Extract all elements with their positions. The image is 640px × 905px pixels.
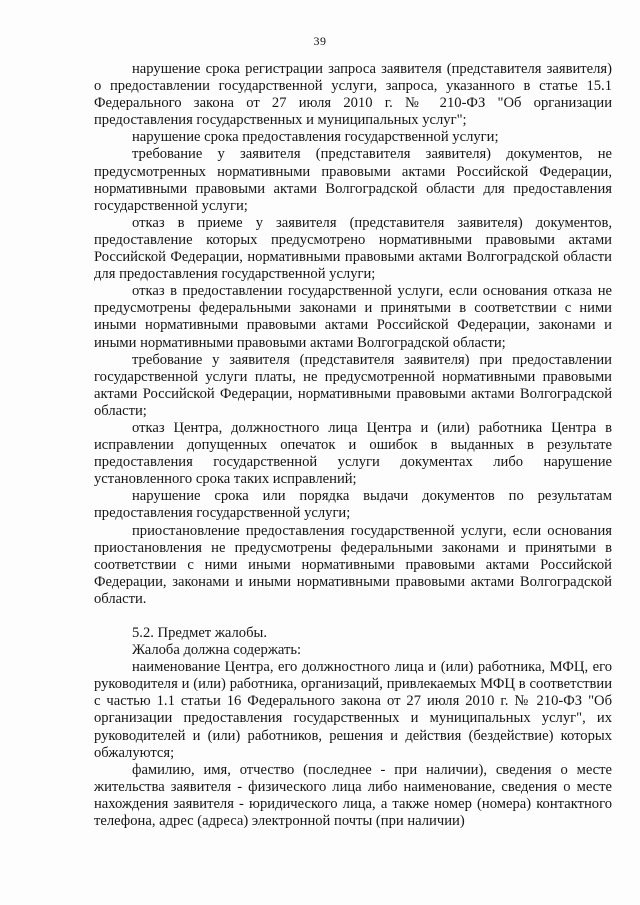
section-heading: 5.2. Предмет жалобы. — [132, 625, 267, 641]
paragraph: отказ Центра, должностного лица Центра и (или) работника Центра в исправлении допущенных опечаток и ошибок в выданных в результате предоставления государственной услуги документах либо нарушение установленного срока таких исправлений; — [94, 419, 612, 488]
paragraph: приостановление предоставления государственной услуги, если основания приостановления не предусмотрены федеральными законами и принятыми в соответствии с ними иными нормативными правовыми актами Российской Федерации, законами и иными нормативными правовыми актами Волгоградской области. — [94, 522, 612, 607]
paragraph: нарушение срока предоставления государственной услуги; — [132, 129, 499, 146]
paragraph: требование у заявителя (представителя заявителя) при предоставлении государственной услуги платы, не предусмотренной нормативными правовыми актами Российской Федерации, нормативными правовыми актами Волгоградской области; — [94, 351, 612, 419]
page-number: 39 — [313, 34, 327, 48]
paragraph: требование у заявителя (представителя заявителя) документов, не предусмотренных нормативными правовыми актами Российской Федерации, нормативными правовыми актами Волгоградской области для предоставления государственной услуги; — [94, 146, 612, 214]
paragraph: фамилию, имя, отчество (последнее - при наличии), сведения о месте жительства заявителя - физического лица либо наименование, сведения о месте нахождения заявителя - юридического лица, а также номер (номера) контактного телефона, адрес (адреса) электронной почты (при наличии) — [94, 761, 612, 830]
paragraph: наименование Центра, его должностного лица и (или) работника, МФЦ, его руководителя и (или) работника, организаций, привлекаемых МФЦ в соответствии с частью 1.1 статьи 16 Федерального закона от 27 июля 2010 г. № 210-ФЗ "Об организации предоставления государственных и муниципальных услуг", их руководителей и (или) работников, решения и действия (бездействие) которых обжалуются; — [94, 659, 612, 761]
paragraph: отказ в предоставлении государственной услуги, если основания отказа не предусмотрены федеральными законами и принятыми в соответствии с ними иными нормативными правовыми актами Российской Федерации, законами и иными нормативными правовыми актами Волгоградской области; — [94, 283, 612, 351]
paragraph: нарушение срока регистрации запроса заявителя (представителя заявителя) о предоставлении государственной услуги, запроса, указанного в статье 15.1 Федерального закона от 27 июля 2010 г. № 210-ФЗ "Об организации предоставления государственных и муниципальных услуг"; — [94, 61, 612, 129]
paragraph: нарушение срока или порядка выдачи документов по результатам предоставления государственной услуги; — [94, 488, 612, 522]
document-body — [94, 61, 612, 830]
paragraph: отказ в приеме у заявителя (представителя заявителя) документов, предоставление которых предусмотрено нормативными правовыми актами Российской Федерации, нормативными правовыми актами Волгоградской области для предоставления государственной услуги; — [94, 214, 612, 283]
paragraph: Жалоба должна содержать: — [132, 642, 302, 659]
